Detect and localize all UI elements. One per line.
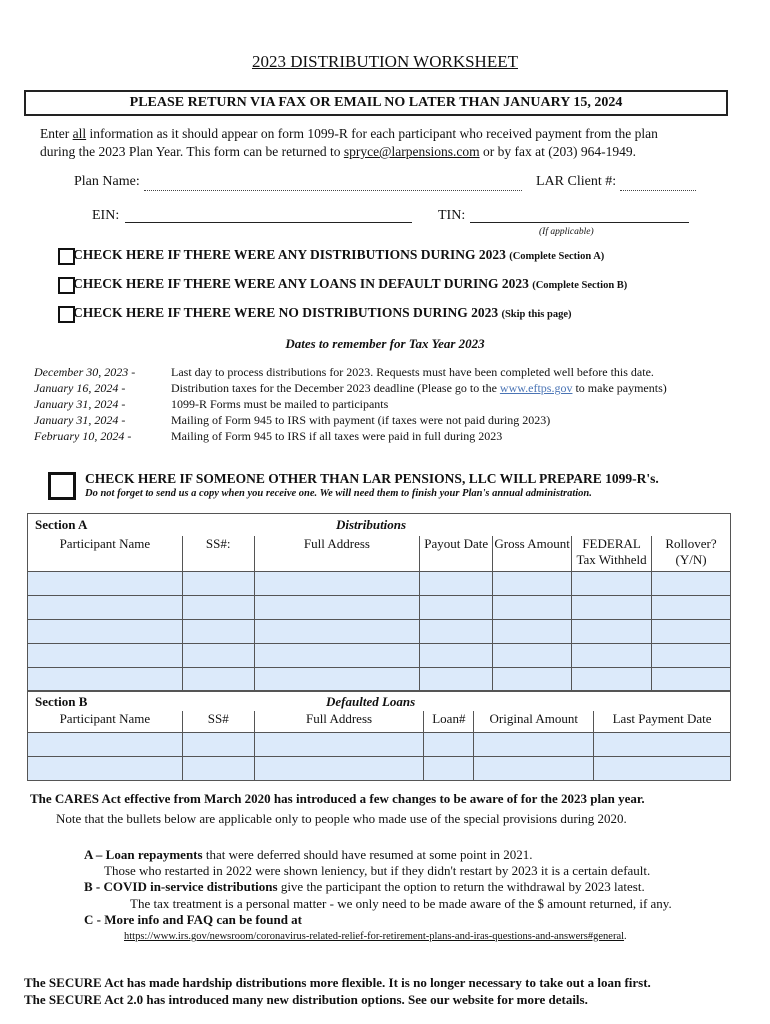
table-row [28,733,731,757]
input-cell[interactable] [572,596,652,620]
input-cell[interactable] [254,733,424,757]
check-text: CHECK HERE IF THERE WERE ANY LOANS IN DEFAULT DURING 2023 [73,276,533,291]
input-cell[interactable] [572,572,652,596]
cares-item-a-title: A – Loan repayments [84,847,203,862]
cares-heading: The CARES Act effective from March 2020 has introduced a few changes to be aware of for the 2023 plan year. [30,791,645,806]
input-cell[interactable] [182,733,254,757]
table-row [28,644,731,668]
table-row [28,596,731,620]
date-desc [171,380,667,396]
col-header-last-payment-date: Last Payment Date [594,711,731,733]
ein-label: EIN: [92,208,120,223]
section-b-label: Section B [35,694,88,709]
input-cell[interactable] [182,644,254,668]
page-title [0,52,770,72]
col-header-rollover: Rollover? (Y/N) [652,536,731,572]
tin-field[interactable] [470,206,689,223]
input-cell[interactable] [254,620,420,644]
irs-faq-end: . [624,931,627,942]
intro-text: Enter [40,126,73,141]
input-cell[interactable] [254,644,420,668]
other-preparer-checkbox[interactable] [48,472,76,500]
other-preparer-label: CHECK HERE IF SOMEONE OTHER THAN LAR PENSIONS, LLC WILL PREPARE 1099-R's. [85,471,659,486]
distributions-check-label [73,247,604,263]
input-cell[interactable] [420,596,493,620]
input-cell[interactable] [572,644,652,668]
date-descriptions [171,364,667,444]
input-cell[interactable] [594,757,731,781]
input-cell[interactable] [182,620,254,644]
input-cell[interactable] [420,620,493,644]
intro-text: during the 2023 Plan Year. This form can be returned to [40,144,344,159]
eftps-link[interactable]: www.eftps.gov [499,381,573,395]
cares-item-a-text: that were deferred should have resumed at some point in 2021. [202,847,533,862]
input-cell[interactable] [424,757,474,781]
date-desc: 1099-R Forms must be mailed to participants [171,397,389,411]
intro-text: or by fax at (203) 964-1949. [479,144,636,159]
date-desc: Mailing of Form 945 to IRS if all taxes were paid in full during 2023 [171,429,503,443]
cares-item-c-title: C - More info and FAQ can be found at [84,912,302,927]
section-b-table [27,690,731,781]
check-note: (Complete Section A) [509,251,605,262]
cares-item-b-text: give the participant the option to return the withdrawal by 2023 latest. [277,879,645,894]
date-item: February 10, 2024 - [34,429,132,443]
check-note: (Skip this page) [501,309,572,320]
plan-name-label: Plan Name: [74,174,140,189]
section-a-title: Distributions [336,517,407,532]
table-row [28,668,731,692]
date-desc: Mailing of Form 945 to IRS with payment (if taxes were not paid during 2023) [171,413,551,427]
intro-text: information as it should appear on form 1099-R for each participant who received payment from the plan [86,126,658,141]
input-cell[interactable] [28,596,183,620]
ein-field[interactable] [125,206,412,223]
input-cell[interactable] [420,668,493,692]
deadline-banner: PLEASE RETURN VIA FAX OR EMAIL NO LATER THAN JANUARY 15, 2024 [24,90,728,116]
input-cell[interactable] [28,733,183,757]
input-cell[interactable] [474,733,594,757]
lar-client-label: LAR Client #: [536,174,617,189]
input-cell[interactable] [493,644,572,668]
col-header-ss: SS# [182,711,254,733]
date-desc-text: Distribution taxes for the December 2023 deadline (Please go to the [171,381,500,395]
input-cell[interactable] [254,668,420,692]
col-header-gross-amount: Gross Amount [493,536,572,572]
table-row [28,620,731,644]
input-cell[interactable] [493,596,572,620]
cares-item-b-title: B - COVID in-service distributions [84,879,278,894]
col-header-original-amount: Original Amount [474,711,594,733]
section-b-heading [28,691,731,711]
check-text: CHECK HERE IF THERE WERE ANY DISTRIBUTIONS DURING 2023 [73,247,510,262]
date-desc: Last day to process distributions for 2023. Requests must have been completed well before this date. [171,365,654,379]
col-header-participant: Participant Name [28,536,183,572]
input-cell[interactable] [652,668,731,692]
check-note: (Complete Section B) [532,280,628,291]
input-cell[interactable] [28,757,183,781]
input-cell[interactable] [652,644,731,668]
irs-faq-link[interactable]: https://www.irs.gov/newsroom/coronavirus-related-relief-for-retirement-plans-and-iras-questions-and-answers#general [124,931,625,942]
input-cell[interactable] [254,596,420,620]
date-item: January 16, 2024 - [34,381,126,395]
section-a-label: Section A [35,517,88,532]
plan-name-field[interactable] [144,174,522,191]
section-a-heading [28,514,731,536]
col-header-ss: SS#: [182,536,254,572]
col-header-federal-withheld: FEDERAL Tax Withheld [572,536,652,572]
input-cell[interactable] [420,572,493,596]
cares-item-b [84,879,645,895]
input-cell[interactable] [493,620,572,644]
input-cell[interactable] [182,596,254,620]
section-b-title: Defaulted Loans [326,694,416,709]
date-item: January 31, 2024 - [34,413,126,427]
col-header-address: Full Address [254,536,420,572]
cares-item-c [84,912,302,928]
intro-paragraph [40,125,740,161]
date-list [34,364,135,444]
input-cell[interactable] [28,572,183,596]
input-cell[interactable] [572,620,652,644]
date-item: December 30, 2023 - [34,365,136,379]
col-header-participant: Participant Name [28,711,183,733]
input-cell[interactable] [493,668,572,692]
input-cell[interactable] [652,596,731,620]
secure-act-note: The SECURE Act has made hardship distributions more flexible. It is no longer necessary to take out a loan first. [24,975,651,990]
email-link[interactable]: spryce@larpensions.com [343,144,480,159]
secure-act-2-note: The SECURE Act 2.0 has introduced many new distribution options. See our website for more details. [24,992,588,1007]
cares-item-a-line2: Those who restarted in 2022 were shown leniency, but if they didn't restart by 2023 it is a certain default. [104,863,651,878]
input-cell[interactable] [424,733,474,757]
lar-client-field[interactable] [620,174,696,191]
cares-item-a [84,847,533,863]
date-item: January 31, 2024 - [34,397,126,411]
col-header-loan-number: Loan# [424,711,474,733]
input-cell[interactable] [652,620,731,644]
other-preparer-note: Do not forget to send us a copy when you receive one. We will need them to finish your Plan's annual administration. [85,488,592,499]
input-cell[interactable] [572,668,652,692]
cares-note: Note that the bullets below are applicable only to people who made use of the special provisions during 2020. [56,811,627,826]
table-row [28,757,731,781]
irs-faq [124,931,627,942]
input-cell[interactable] [182,668,254,692]
input-cell[interactable] [652,572,731,596]
input-cell[interactable] [182,572,254,596]
input-cell[interactable] [182,757,254,781]
input-cell[interactable] [28,644,183,668]
tin-label: TIN: [438,208,466,223]
no-distributions-check-label [73,305,572,321]
col-header-address: Full Address [254,711,424,733]
date-desc-text: to make payments) [572,381,667,395]
if-applicable-note: (If applicable) [539,227,594,237]
section-a-table [27,513,731,692]
input-cell[interactable] [474,757,594,781]
dates-heading: Dates to remember for Tax Year 2023 [285,336,485,351]
input-cell[interactable] [254,572,420,596]
input-cell[interactable] [254,757,424,781]
input-cell[interactable] [420,644,493,668]
input-cell[interactable] [594,733,731,757]
input-cell[interactable] [493,572,572,596]
col-header-payout-date: Payout Date [420,536,493,572]
check-text: CHECK HERE IF THERE WERE NO DISTRIBUTIONS DURING 2023 [73,305,502,320]
page-title-text: 2023 DISTRIBUTION WORKSHEET [251,52,518,71]
loans-default-check-label [73,276,627,292]
table-row [28,572,731,596]
cares-item-b-line2: The tax treatment is a personal matter - we only need to be made aware of the $ amount returned, if any. [130,896,672,911]
intro-all: all [72,126,87,141]
input-cell[interactable] [28,620,183,644]
input-cell[interactable] [28,668,183,692]
